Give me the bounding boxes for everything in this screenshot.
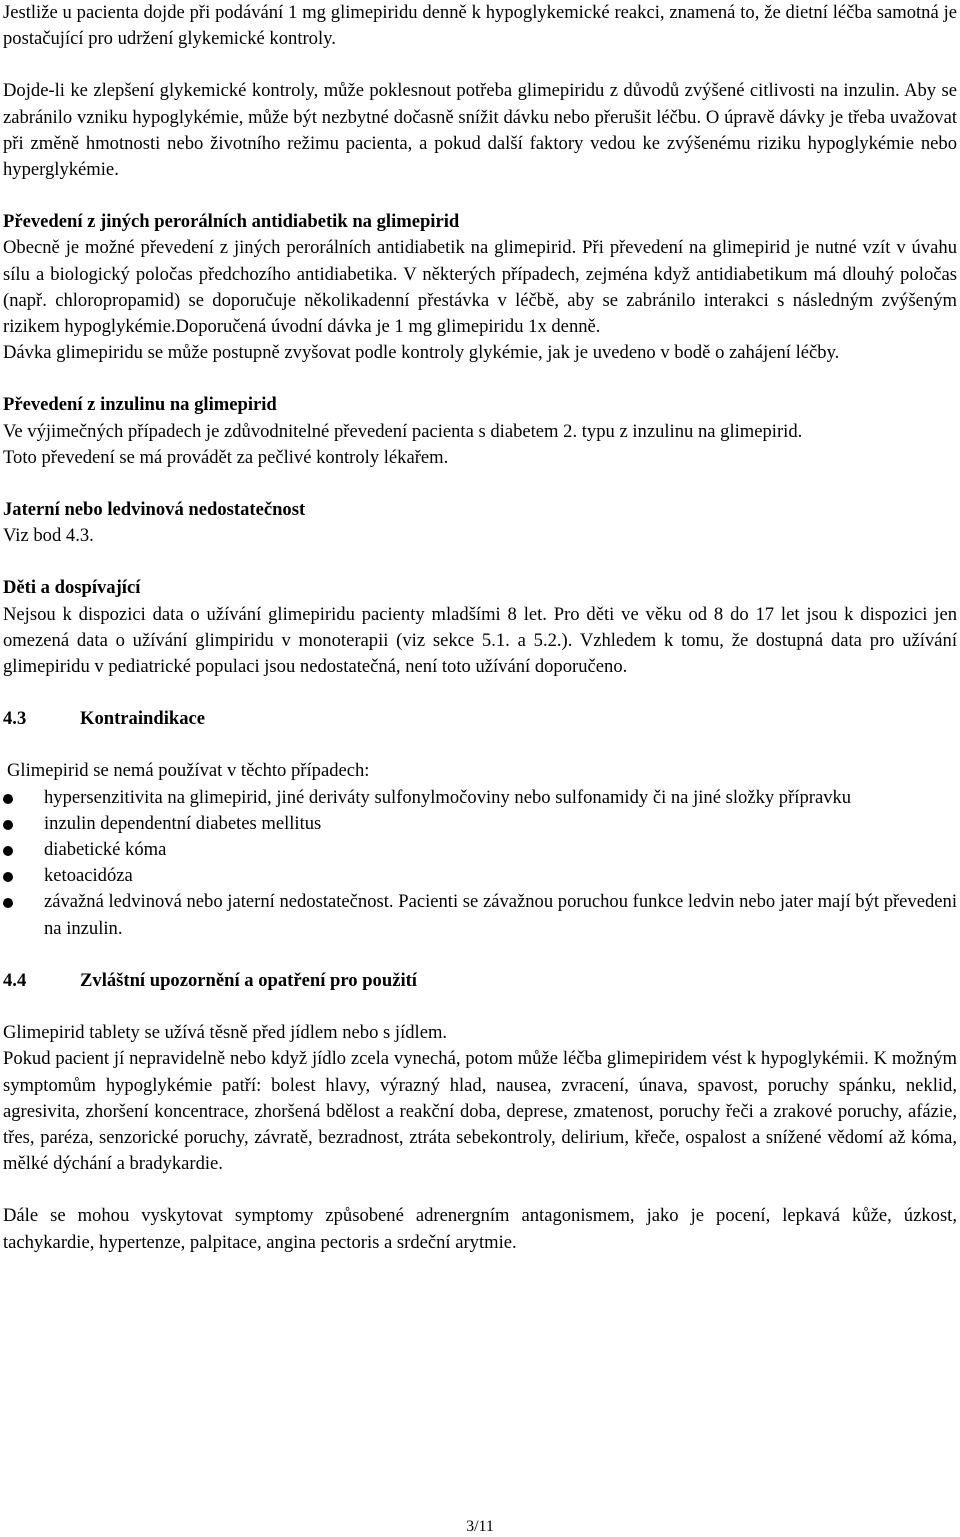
section-4-4-paragraph-1: Glimepirid tablety se užívá těsně před jídlem nebo s jídlem. [3, 1022, 448, 1044]
section-4-4-number: 4.4 [3, 969, 27, 991]
list-item: závažná ledvinová nebo jaterní nedostatečnost. Pacienti se závažnou poruchou funkce ledvin nebo jater mají být převedeni na inzulin. [3, 889, 957, 941]
intro-paragraph-2: Dojde-li ke zlepšení glykemické kontroly, může poklesnout potřeba glimepiridu z důvodů zvýšené citlivosti na inzulin. Aby se zabránilo vzniku hypoglykémie, může být nezbytné dočasně snížit dávku nebo přerušit léčbu. O úpravě dávky je třeba uvažovat při změně hmotnosti nebo životního režimu pacienta, a pokud další faktory vedou ke zvýšenému riziku hypoglykémie nebo hyperglykémie. [3, 80, 957, 181]
bullet-icon [3, 794, 13, 804]
list-item: ketoacidóza [3, 863, 957, 889]
switch-oral-heading: Převedení z jiných perorálních antidiabetik na glimepirid [3, 211, 460, 233]
switch-insulin-paragraph-1: Ve výjimečných případech je zdůvodnitelné převedení pacienta s diabetem 2. typu z inzulinu na glimepirid. [3, 420, 803, 442]
bullet-icon [3, 872, 13, 882]
section-4-3-intro: Glimepirid se nemá používat v těchto případech: [7, 760, 370, 782]
bullet-icon [3, 820, 13, 830]
hepatic-heading: Jaterní nebo ledvinová nedostatečnost [3, 499, 306, 521]
section-4-3-heading [3, 706, 957, 732]
switch-oral-paragraph-1: Obecně je možné převedení z jiných perorálních antidiabetik na glimepirid. Při převedení na glimepirid je nutné vzít v úvahu sílu a biologický poločas předchozího antidiabetika. V některých případech, zejména když antidiabetikum má dlouhý poločas (např. chloropropamid) se doporučuje několikadenní přestávka v léčbě, aby se zabránilo interakci s následným zvýšeným rizikem hypoglykémie.Doporučená úvodní dávka je 1 mg glimepiridu 1x denně. [3, 237, 957, 338]
page-number: 3/11 [466, 1518, 494, 1535]
list-item: inzulin dependentní diabetes mellitus [3, 811, 957, 837]
contraindication-list [3, 785, 957, 942]
section-4-4-paragraph-3: Dále se mohou vyskytovat symptomy způsobené adrenergním antagonismem, jako je pocení, lepkavá kůže, úzkost, tachykardie, hypertenze, palpitace, angina pectoris a srdeční arytmie. [3, 1205, 957, 1253]
section-4-3-number: 4.3 [3, 708, 27, 730]
switch-insulin-paragraph-2: Toto převedení se má provádět za pečlivé kontroly lékařem. [3, 446, 449, 468]
switch-oral-paragraph-2: Dávka glimepiridu se může postupně zvyšovat podle kontroly glykémie, jak je uvedeno v bodě o zahájení léčby. [3, 342, 840, 364]
intro-paragraph-1: Jestliže u pacienta dojde při podávání 1 mg glimepiridu denně k hypoglykemické reakci, znamená to, že dietní léčba samotná je postačující pro udržení glykemické kontroly. [3, 2, 957, 50]
bullet-icon [3, 846, 13, 856]
switch-insulin-heading: Převedení z inzulinu na glimepirid [3, 394, 277, 416]
section-4-4-paragraph-2: Pokud pacient jí nepravidelně nebo když jídlo zcela vynechá, potom může léčba glimepiridem vést k hypoglykémii. K možným symptomům hypoglykémie patří: bolest hlavy, výrazný hlad, nausea, zvracení, únava, spavost, poruchy spánku, neklid, agresivita, zhoršení koncentrace, zhoršená bdělost a reakční doba, deprese, zmatenost, poruchy řeči a zrakové poruchy, afázie, třes, paréza, senzorické poruchy, závratě, bezradnost, ztráta sebekontroly, delirium, křeče, ospalost a snížené vědomí až kóma, mělké dýchání a bradykardie. [3, 1048, 957, 1175]
children-paragraph: Nejsou k dispozici data o užívání glimepiridu pacienty mladšími 8 let. Pro děti ve věku od 8 do 17 let jsou k dispozici jen omezená data o užívání glimpiridu v monoterapii (viz sekce 5.1. a 5.2.). Vzhledem k tomu, že dostupná data pro užívání glimepiridu v pediatrické populaci jsou nedostatečná, není toto užívání doporučeno. [3, 603, 957, 678]
children-heading: Děti a dospívající [3, 577, 141, 599]
section-4-3-title: Kontraindikace [80, 708, 205, 730]
list-item: diabetické kóma [3, 837, 957, 863]
hepatic-paragraph: Viz bod 4.3. [3, 525, 94, 547]
section-4-4-title: Zvláštní upozornění a opatření pro použití [80, 969, 417, 991]
list-item: hypersenzitivita na glimepirid, jiné deriváty sulfonylmočoviny nebo sulfonamidy či na jiné složky přípravku [3, 785, 957, 811]
document-page [3, 0, 957, 1256]
bullet-icon [3, 898, 13, 908]
section-4-4-heading [3, 968, 957, 994]
